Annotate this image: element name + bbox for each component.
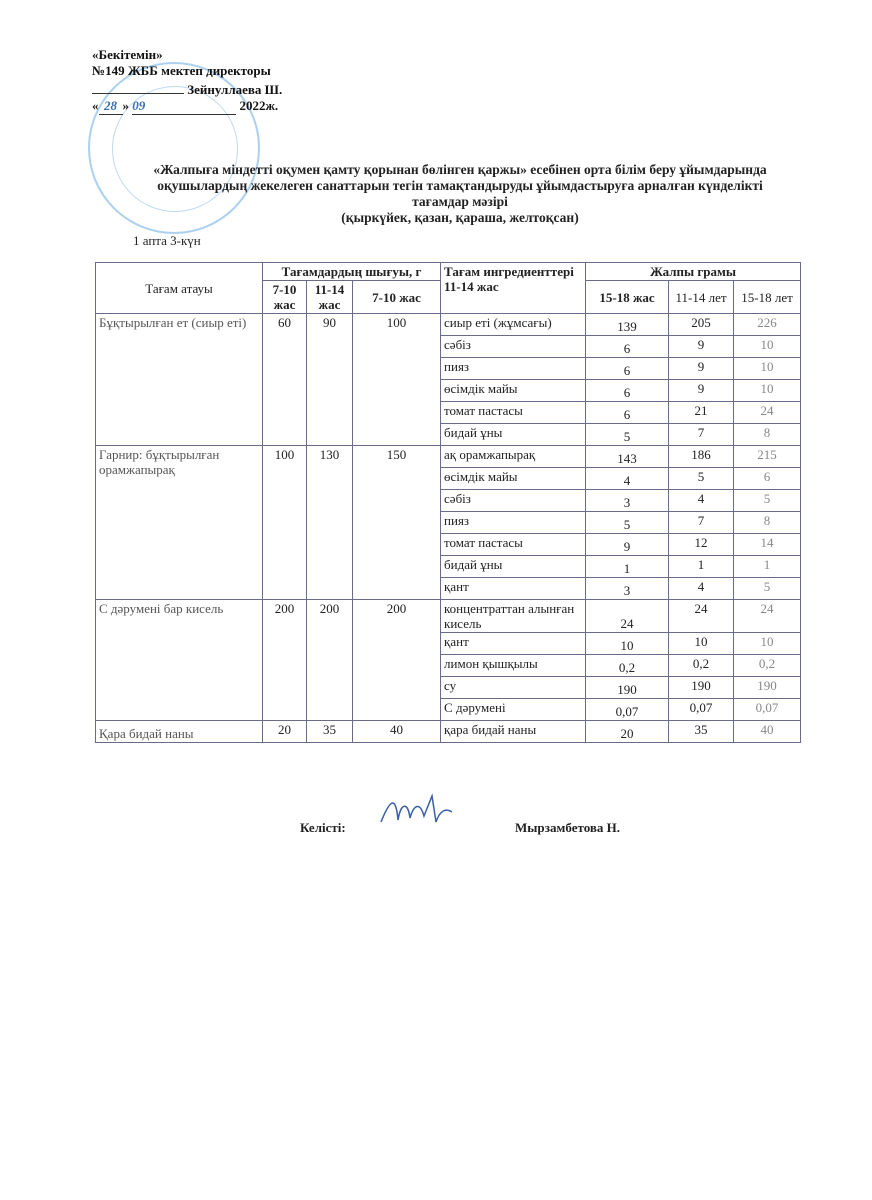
menu-table (95, 262, 801, 743)
ingredient-weight: 190 (669, 677, 734, 699)
ingredient-name: қара бидай наны (441, 721, 586, 743)
dish-name: Қара бидай наны (96, 721, 263, 743)
date-year: 2022ж. (239, 98, 279, 113)
ingredient-weight: 226 (734, 314, 801, 336)
approval-block: «Бекітемін» №149 ЖББ мектеп директоры Зейнуллаева Ш. « 28 » 09 2022ж. (92, 47, 283, 113)
ingredient-weight: 5 (586, 424, 669, 446)
dish-yield: 40 (353, 721, 441, 743)
ingredient-weight: 0,07 (669, 699, 734, 721)
dish-yield: 90 (307, 314, 353, 446)
header-yield: Тағамдардың шығуы, г (263, 263, 441, 281)
ingredient-weight: 8 (734, 424, 801, 446)
ingredient-weight: 215 (734, 446, 801, 468)
ingredient-name: концентраттан алынған кисель (441, 600, 586, 633)
table-row (96, 446, 801, 468)
ingredient-weight: 35 (669, 721, 734, 743)
director-name: Зейнуллаева Ш. (187, 82, 283, 97)
ingredient-weight: 0,2 (669, 655, 734, 677)
title-months: (қыркүйек, қазан, қараша, желтоқсан) (341, 210, 579, 225)
ingredient-weight: 190 (586, 677, 669, 699)
ingredient-name: сиыр еті (жұмсағы) (441, 314, 586, 336)
ingredient-weight: 20 (586, 721, 669, 743)
ingredient-weight: 0,2 (734, 655, 801, 677)
ingredient-weight: 9 (669, 336, 734, 358)
title-line: тағамдар мәзірі (412, 194, 508, 209)
ingredient-weight: 24 (669, 600, 734, 633)
ingredient-weight: 6 (586, 380, 669, 402)
ingredient-name: қант (441, 578, 586, 600)
ingredient-name: пияз (441, 358, 586, 380)
ingredient-weight: 205 (669, 314, 734, 336)
ingredient-weight: 8 (734, 512, 801, 534)
header-total-col: 15-18 лет (734, 281, 801, 314)
ingredient-weight: 9 (669, 380, 734, 402)
ingredient-weight: 21 (669, 402, 734, 424)
table-row (96, 314, 801, 336)
ingredient-weight: 6 (586, 358, 669, 380)
title-line: оқушылардың жекелеген санаттарын тегін тамақтандыруды ұйымдастыруға арналған күнделікті (157, 178, 763, 193)
table-row (96, 600, 801, 633)
ingredient-name: сәбіз (441, 336, 586, 358)
ingredient-weight: 186 (669, 446, 734, 468)
ingredient-weight: 139 (586, 314, 669, 336)
ingredient-weight: 6 (734, 468, 801, 490)
ingredient-weight: 10 (734, 380, 801, 402)
agreed-signature (376, 792, 456, 832)
date-month: 09 (132, 98, 236, 115)
header-yield-col: 7-10 жас (263, 281, 307, 314)
agreed-name: Мырзамбетова Н. (515, 820, 621, 835)
ingredient-weight: 24 (734, 600, 801, 633)
ingredient-name: өсімдік майы (441, 380, 586, 402)
ingredient-name: қант (441, 633, 586, 655)
dish-name: Гарнир: бұқтырылған орамжапырақ (96, 446, 263, 600)
dish-yield: 100 (353, 314, 441, 446)
dish-yield: 100 (263, 446, 307, 600)
dish-yield: 20 (263, 721, 307, 743)
table-row (96, 721, 801, 743)
ingredient-weight: 0,07 (734, 699, 801, 721)
ingredient-weight: 190 (734, 677, 801, 699)
ingredient-weight: 24 (586, 600, 669, 633)
ingredient-weight: 3 (586, 578, 669, 600)
ingredient-weight: 0,07 (586, 699, 669, 721)
ingredient-weight: 10 (734, 336, 801, 358)
ingredient-name: өсімдік майы (441, 468, 586, 490)
header-total-col: 15-18 жас (586, 281, 669, 314)
ingredient-weight: 4 (669, 578, 734, 600)
ingredient-weight: 24 (734, 402, 801, 424)
ingredient-weight: 14 (734, 534, 801, 556)
ingredient-weight: 5 (669, 468, 734, 490)
ingredient-weight: 0,2 (586, 655, 669, 677)
ingredient-weight: 4 (669, 490, 734, 512)
ingredient-weight: 10 (586, 633, 669, 655)
agreed-label: Келісті: (300, 820, 346, 835)
ingredient-weight: 12 (669, 534, 734, 556)
ingredient-weight: 9 (669, 358, 734, 380)
ingredient-name: томат пастасы (441, 402, 586, 424)
ingredient-name: су (441, 677, 586, 699)
ingredient-name: бидай ұны (441, 556, 586, 578)
ingredient-name: лимон қышқылы (441, 655, 586, 677)
ingredient-weight: 10 (669, 633, 734, 655)
ingredient-weight: 7 (669, 424, 734, 446)
header-dish: Тағам атауы (96, 263, 263, 314)
ingredient-weight: 5 (734, 490, 801, 512)
ingredient-name: пияз (441, 512, 586, 534)
header-ingredients: Тағам ингредиенттері 11-14 жас (441, 263, 586, 314)
document-title (60, 162, 860, 226)
header-yield-col: 11-14 жас (307, 281, 353, 314)
dish-name: Бұқтырылған ет (сиыр еті) (96, 314, 263, 446)
director-title: №149 ЖББ мектеп директоры (92, 63, 271, 78)
date-day: 28 (99, 98, 123, 115)
ingredient-weight: 143 (586, 446, 669, 468)
approval-heading: «Бекітемін» (92, 47, 163, 62)
ingredient-weight: 10 (734, 358, 801, 380)
dish-yield: 130 (307, 446, 353, 600)
ingredient-name: бидай ұны (441, 424, 586, 446)
ingredient-weight: 9 (586, 534, 669, 556)
director-signature-line (92, 79, 184, 94)
ingredient-weight: 10 (734, 633, 801, 655)
title-line: «Жалпыға міндетті оқумен қамту қорынан бөлінген қаржы» есебінен орта білім беру ұйымдарында (153, 162, 767, 177)
ingredient-name: сәбіз (441, 490, 586, 512)
week-day-label: 1 апта 3-күн (133, 233, 201, 248)
ingredient-weight: 7 (669, 512, 734, 534)
header-total: Жалпы грамы (586, 263, 801, 281)
ingredient-weight: 6 (586, 402, 669, 424)
header-yield-col: 7-10 жас (353, 281, 441, 314)
ingredient-weight: 5 (586, 512, 669, 534)
dish-yield: 60 (263, 314, 307, 446)
dish-yield: 200 (353, 600, 441, 721)
dish-yield: 150 (353, 446, 441, 600)
dish-name: С дәрумені бар кисель (96, 600, 263, 721)
ingredient-weight: 1 (586, 556, 669, 578)
dish-yield: 200 (263, 600, 307, 721)
ingredient-name: томат пастасы (441, 534, 586, 556)
ingredient-weight: 4 (586, 468, 669, 490)
ingredient-weight: 1 (734, 556, 801, 578)
ingredient-weight: 6 (586, 336, 669, 358)
ingredient-weight: 3 (586, 490, 669, 512)
dish-yield: 35 (307, 721, 353, 743)
ingredient-weight: 5 (734, 578, 801, 600)
ingredient-name: С дәрумені (441, 699, 586, 721)
ingredient-weight: 40 (734, 721, 801, 743)
ingredient-weight: 1 (669, 556, 734, 578)
dish-yield: 200 (307, 600, 353, 721)
ingredient-name: ақ орамжапырақ (441, 446, 586, 468)
header-total-col: 11-14 лет (669, 281, 734, 314)
